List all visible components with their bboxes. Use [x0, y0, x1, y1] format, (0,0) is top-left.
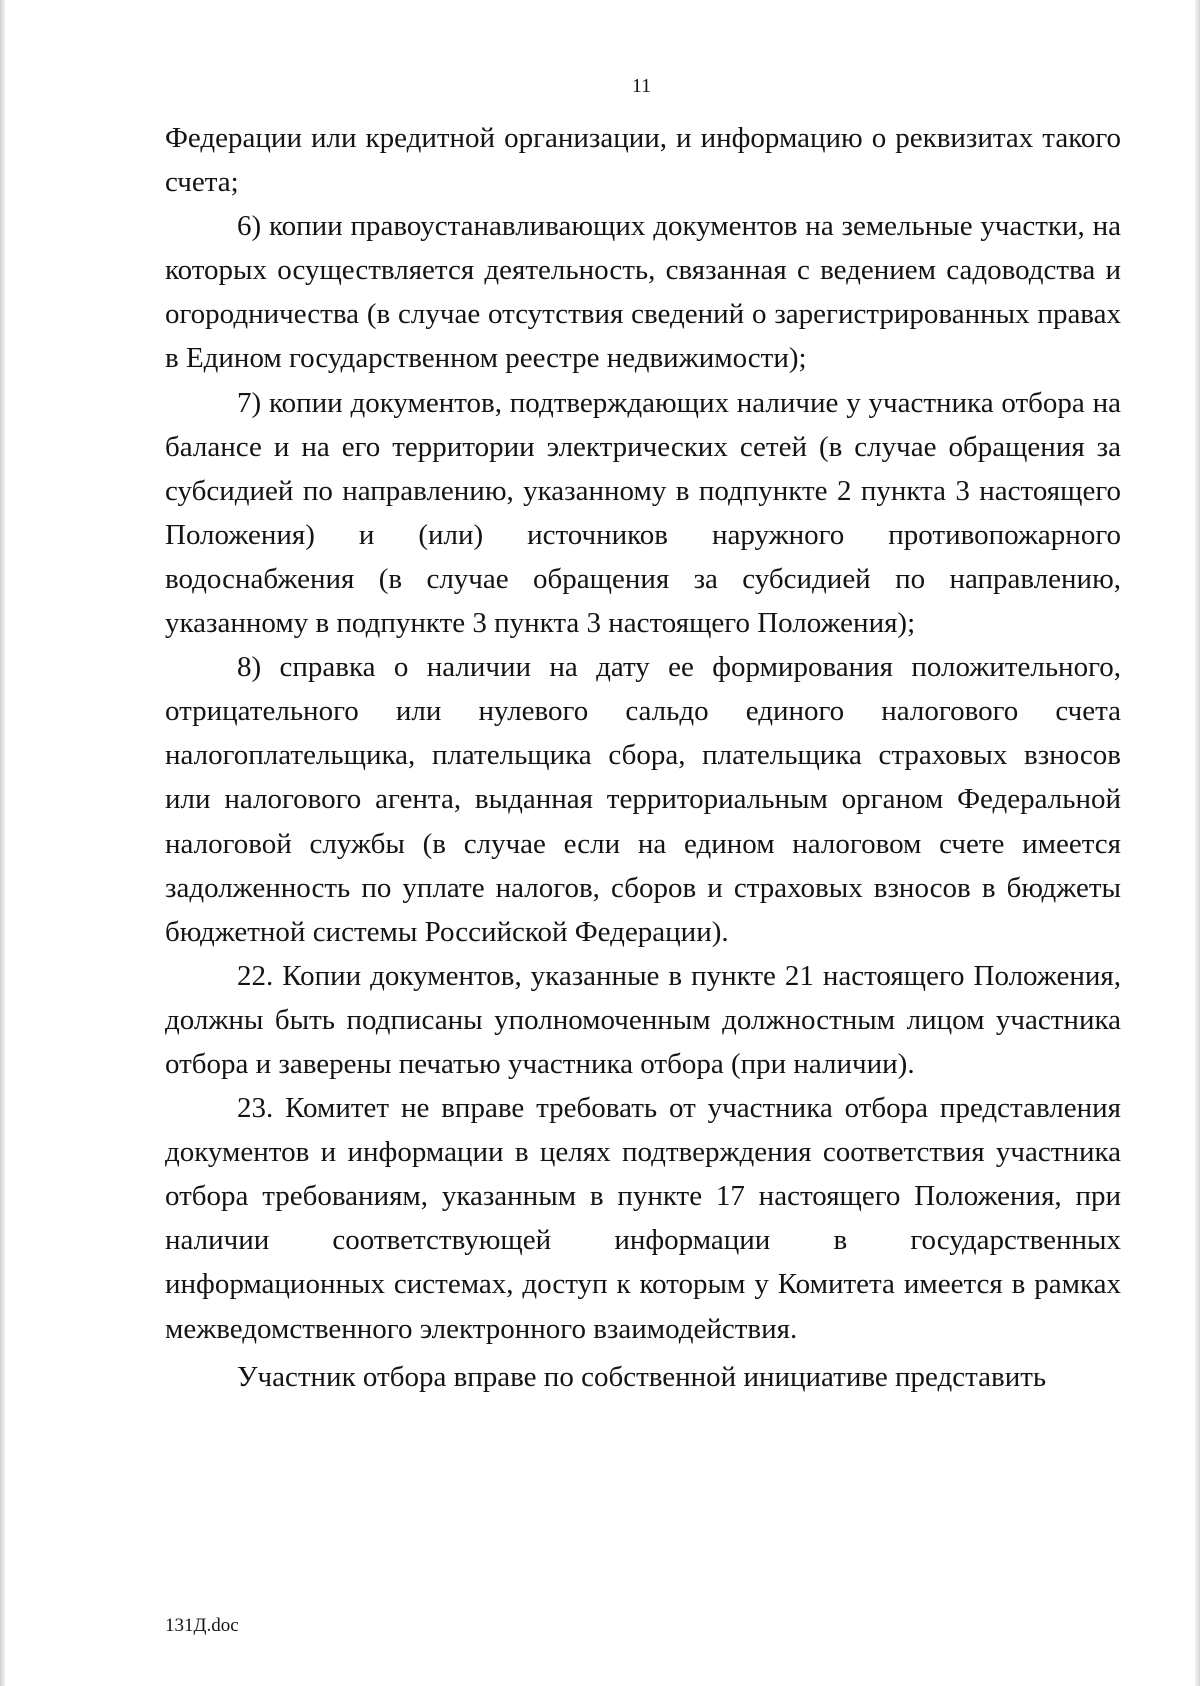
paragraph-clause-22: 22. Копии документов, указанные в пункте 21 настоящего Положения, должны быть подписаны уполномоченным должностным лицом участника отбора и заверены печатью участника отбора (при наличии). — [165, 959, 1121, 1080]
paragraph-item-8: 8) справка о наличии на дату ее формирования положительного, отрицательного или нулевого сальдо единого налогового счета налогоплательщика, плательщика сбора, плательщика страховых взносов или налогового агента, выданная территориальным органом Федеральной налоговой службы (в случае если на едином налоговом счете имеется задолженность по уплате налогов, сборов и страховых взносов в бюджеты бюджетной системы Российской Федерации). — [165, 651, 1121, 948]
document-body — [165, 116, 1121, 1399]
paragraph-clause-23: 23. Комитет не вправе требовать от участника отбора представления документов и информации в целях подтверждения соответствия участника отбора требованиям, указанным в пункте 17 настоящего Положения, при наличии соответствующей информации в государственных информационных системах, доступ к которым у Комитета имеется в рамках межведомственного электронного взаимодействия. — [165, 1092, 1121, 1345]
paragraph-final: Участник отбора вправе по собственной инициативе представить — [237, 1360, 1047, 1393]
scan-edge-left — [0, 0, 5, 1686]
scan-edge-right — [1195, 0, 1200, 1686]
page-number: 11 — [631, 75, 652, 97]
footer-filename: 131Д.doc — [165, 1615, 239, 1636]
paragraph-item-7: 7) копии документов, подтверждающих наличие у участника отбора на балансе и на его территории электрических сетей (в случае обращения за субсидией по направлению, указанному в подпункте 2 пункта 3 настоящего Положения) и (или) источников наружного противопожарного водоснабжения (в случае обращения за субсидией по направлению, указанному в подпункте 3 пункта 3 настоящего Положения); — [165, 386, 1121, 640]
paragraph-continuation: Федерации или кредитной организации, и информацию о реквизитах такого счета; — [165, 122, 1121, 199]
paragraph-item-6: 6) копии правоустанавливающих документов на земельные участки, на которых осуществляется деятельность, связанная с ведением садоводства и огородничества (в случае отсутствия сведений о зарегистрированных правах в Едином государственном реестре недвижимости); — [165, 210, 1121, 375]
